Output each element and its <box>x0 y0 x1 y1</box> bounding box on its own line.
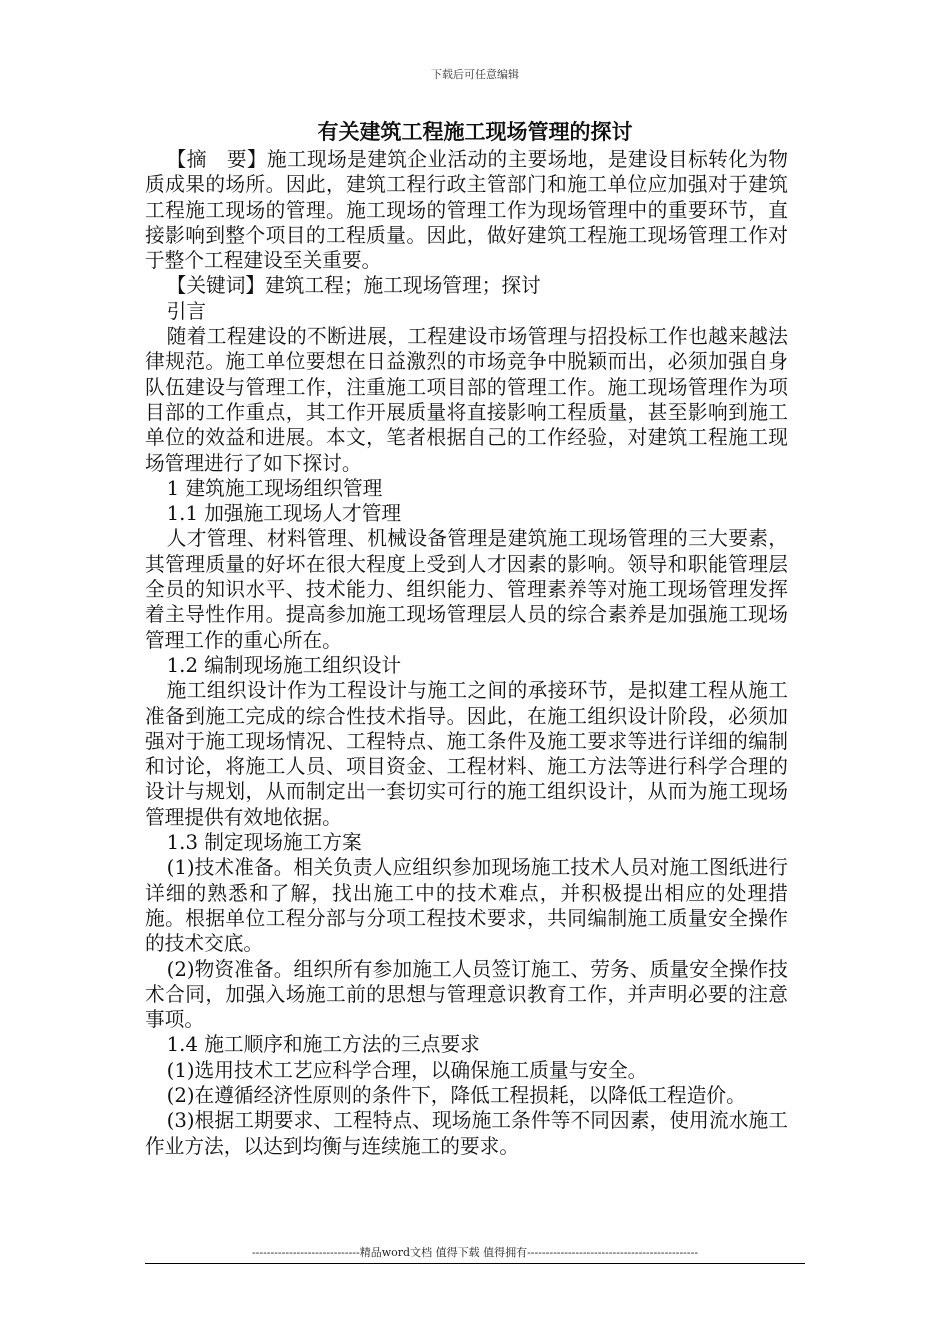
subsection-heading: 1.2 编制现场施工组织设计 <box>166 653 402 677</box>
page-header: 下载后可任意编辑 <box>431 68 519 81</box>
body-paragraph: 随着工程建设的不断进展，工程建设市场管理与招投标工作也越来越法律规范。施工单位要想在日益激烈的市场竞争中脱颖而出，必须加强自身队伍建设与管理工作，注重施工项目部的管理工作。施工现场管理作为项目部的工作重点，其工作开展质量将直接影响工程质量，甚至影响到施工单位的效益和进展。本文，笔者根据自己的工作经验，对建筑工程施工现场管理进行了如下探讨。 <box>145 325 788 475</box>
list-item: (3)根据工期要求、工程特点、现场施工条件等不同因素，使用流水施工作业方法，以达到均衡与连续施工的要求。 <box>145 1109 788 1158</box>
section-heading: 1 建筑施工现场组织管理 <box>166 476 383 500</box>
list-item: (2)物资准备。组织所有参加施工人员签订施工、劳务、质量安全操作技术合同，加强入场施工前的思想与管理意识教育工作，并声明必要的注意事项。 <box>145 957 788 1032</box>
body-paragraph: 施工组织设计作为工程设计与施工之间的承接环节，是拟建工程从施工准备到施工完成的综合性技术指导。因此，在施工组织设计阶段，必须加强对于施工现场情况、工程特点、施工条件及施工要求等进行详细的编制和讨论，将施工人员、项目资金、工程材料、施工方法等进行科学合理的设计与规划，从而制定出一套切实可行的施工组织设计，从而为施工现场管理提供有效地依据。 <box>145 679 788 829</box>
list-item: (1)技术准备。相关负责人应组织参加现场施工技术人员对施工图纸进行详细的熟悉和了解，找出施工中的技术难点，并积极提出相应的处理措施。根据单位工程分部与分项工程技术要求，共同编制施工质量安全操作的技术交底。 <box>145 856 788 956</box>
section-heading-intro: 引言 <box>166 299 207 323</box>
list-item: (1)选用技术工艺应科学合理，以确保施工质量与安全。 <box>166 1058 648 1082</box>
subsection-heading: 1.4 施工顺序和施工方法的三点要求 <box>166 1033 480 1057</box>
subsection-heading: 1.3 制定现场施工方案 <box>166 831 362 855</box>
footer-divider <box>145 1263 805 1264</box>
page-footer: -----------------------------精品word文档 值得下载 值得拥有---------------------------------------------- <box>251 1246 699 1259</box>
abstract-paragraph: 【摘 要】施工现场是建筑企业活动的主要场地，是建设目标转化为物质成果的场所。因此，建筑工程行政主管部门和施工单位应加强对于建筑工程施工现场的管理。施工现场的管理工作为现场管理中的重要环节，直接影响到整个项目的工程质量。因此，做好建筑工程施工现场管理工作对于整个工程建设至关重要。 <box>145 148 788 273</box>
document-body <box>145 147 788 1159</box>
subsection-heading: 1.1 加强施工现场人才管理 <box>166 502 402 526</box>
document-title: 有关建筑工程施工现场管理的探讨 <box>317 119 633 144</box>
list-item: (2)在遵循经济性原则的条件下，降低工程损耗，以降低工程造价。 <box>166 1083 746 1107</box>
body-paragraph: 人才管理、材料管理、机械设备管理是建筑施工现场管理的三大要素，其管理质量的好坏在很大程度上受到人才因素的影响。领导和职能管理层全员的知识水平、技术能力、组织能力、管理素养等对施工现场管理发挥着主导性作用。提高参加施工现场管理层人员的综合素养是加强施工现场管理工作的重心所在。 <box>145 527 788 652</box>
keywords-paragraph: 【关键词】建筑工程；施工现场管理；探讨 <box>166 274 541 298</box>
